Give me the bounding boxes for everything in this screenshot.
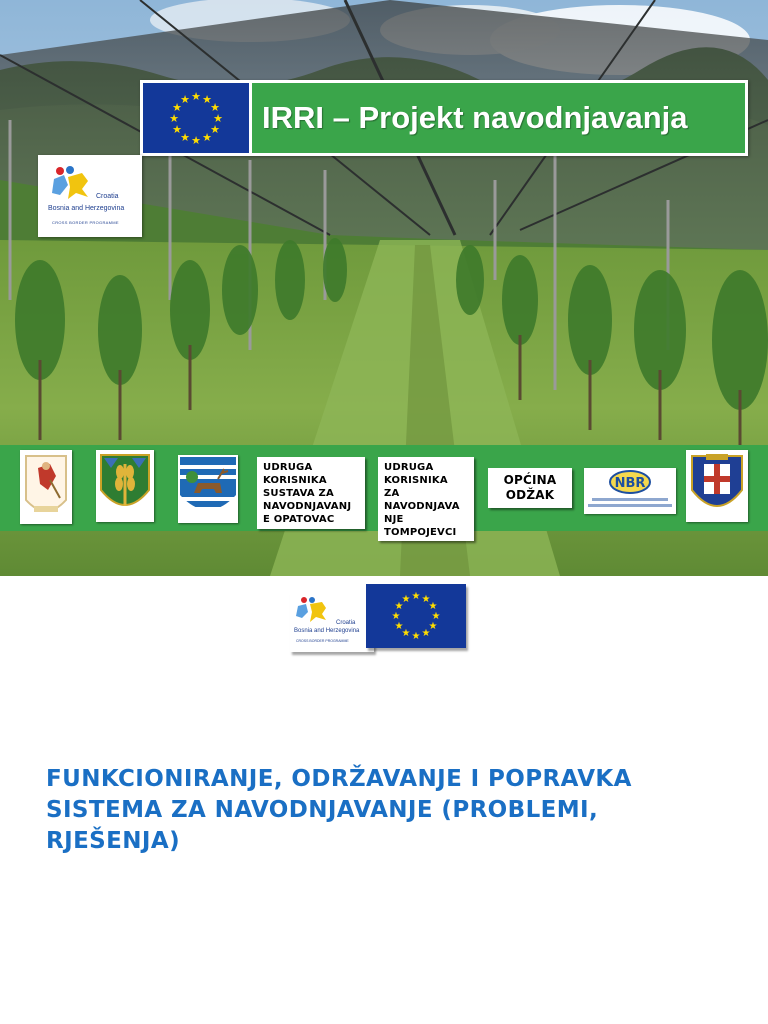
cross-border-programme-logo-small bbox=[290, 592, 374, 652]
svg-text:★: ★ bbox=[169, 112, 179, 125]
svg-text:★: ★ bbox=[213, 112, 223, 125]
svg-text:★: ★ bbox=[411, 631, 421, 642]
cbp-line3: CROSS BORDER PROGRAMME bbox=[52, 220, 119, 225]
nbr-logo bbox=[584, 468, 676, 514]
document-title: FUNKCIONIRANJE, ODRŽAVANJE I POPRAVKA SISTEMA ZA NAVODNJAVANJE (PROBLEMI, RJEŠENJA) bbox=[46, 766, 632, 854]
cross-border-programme-logo bbox=[38, 155, 142, 237]
svg-text:★: ★ bbox=[431, 611, 441, 622]
nbr-logo-icon bbox=[584, 468, 676, 514]
svg-text:★: ★ bbox=[428, 601, 438, 612]
nbr-logo-label: NBR bbox=[614, 476, 646, 491]
svg-text:★: ★ bbox=[180, 93, 190, 106]
svg-text:★: ★ bbox=[391, 611, 401, 622]
project-title: IRRI – Projekt navodnjavanja bbox=[262, 100, 688, 135]
svg-text:★: ★ bbox=[202, 93, 212, 106]
cbp-line1: Croatia bbox=[96, 193, 119, 200]
cbp-small-line2: Bosnia and Herzegovina bbox=[294, 628, 360, 634]
svg-text:★: ★ bbox=[421, 628, 431, 639]
cbp-line2: Bosnia and Herzegovina bbox=[48, 205, 125, 212]
svg-text:★: ★ bbox=[210, 101, 220, 114]
svg-text:★: ★ bbox=[411, 591, 421, 602]
partner-odzak bbox=[488, 468, 572, 508]
cbp-small-line3: CROSS BORDER PROGRAMME bbox=[296, 639, 349, 643]
partner-odzak-text: OPĆINA ODŽAK bbox=[503, 473, 557, 502]
svg-text:★: ★ bbox=[180, 131, 190, 144]
eu-flag-small bbox=[366, 584, 466, 648]
svg-text:★: ★ bbox=[421, 594, 431, 605]
svg-text:★: ★ bbox=[172, 123, 182, 136]
svg-text:★: ★ bbox=[394, 621, 404, 632]
wheat-shield-icon bbox=[96, 450, 154, 522]
svg-text:★: ★ bbox=[172, 101, 182, 114]
partner-tompojevci-text: UDRUGA KORISNIKA ZA NAVODNJAVA NJE TOMPOJEVCI bbox=[384, 462, 460, 538]
cross-shield-icon bbox=[686, 450, 748, 522]
eu-stars-icon bbox=[366, 584, 466, 648]
svg-text:★: ★ bbox=[428, 621, 438, 632]
cbp-small-line1: Croatia bbox=[336, 620, 356, 626]
wheat-crest-logo bbox=[96, 450, 154, 522]
partner-tompojevci bbox=[378, 457, 474, 541]
svg-text:★: ★ bbox=[202, 131, 212, 144]
svg-text:★: ★ bbox=[394, 601, 404, 612]
cross-crest-logo bbox=[686, 450, 748, 522]
svg-text:★: ★ bbox=[191, 134, 201, 147]
saint-crest-logo bbox=[20, 450, 72, 524]
svg-text:★: ★ bbox=[401, 628, 411, 639]
deer-shield-icon bbox=[178, 455, 238, 523]
eu-flag bbox=[143, 83, 249, 153]
cbp-figures-icon bbox=[290, 592, 374, 652]
svg-text:★: ★ bbox=[210, 123, 220, 136]
svg-text:★: ★ bbox=[191, 90, 201, 103]
eu-stars-icon bbox=[143, 83, 249, 153]
deer-crest-logo bbox=[178, 455, 238, 523]
partner-opatovac bbox=[257, 457, 365, 529]
svg-text:★: ★ bbox=[401, 594, 411, 605]
title-banner bbox=[140, 80, 748, 156]
partner-opatovac-text: UDRUGA KORISNIKA SUSTAVA ZA NAVODNJAVANJ E OPATOVAC bbox=[263, 462, 352, 525]
title-green-panel bbox=[252, 83, 745, 153]
saint-crest-icon bbox=[20, 450, 72, 524]
